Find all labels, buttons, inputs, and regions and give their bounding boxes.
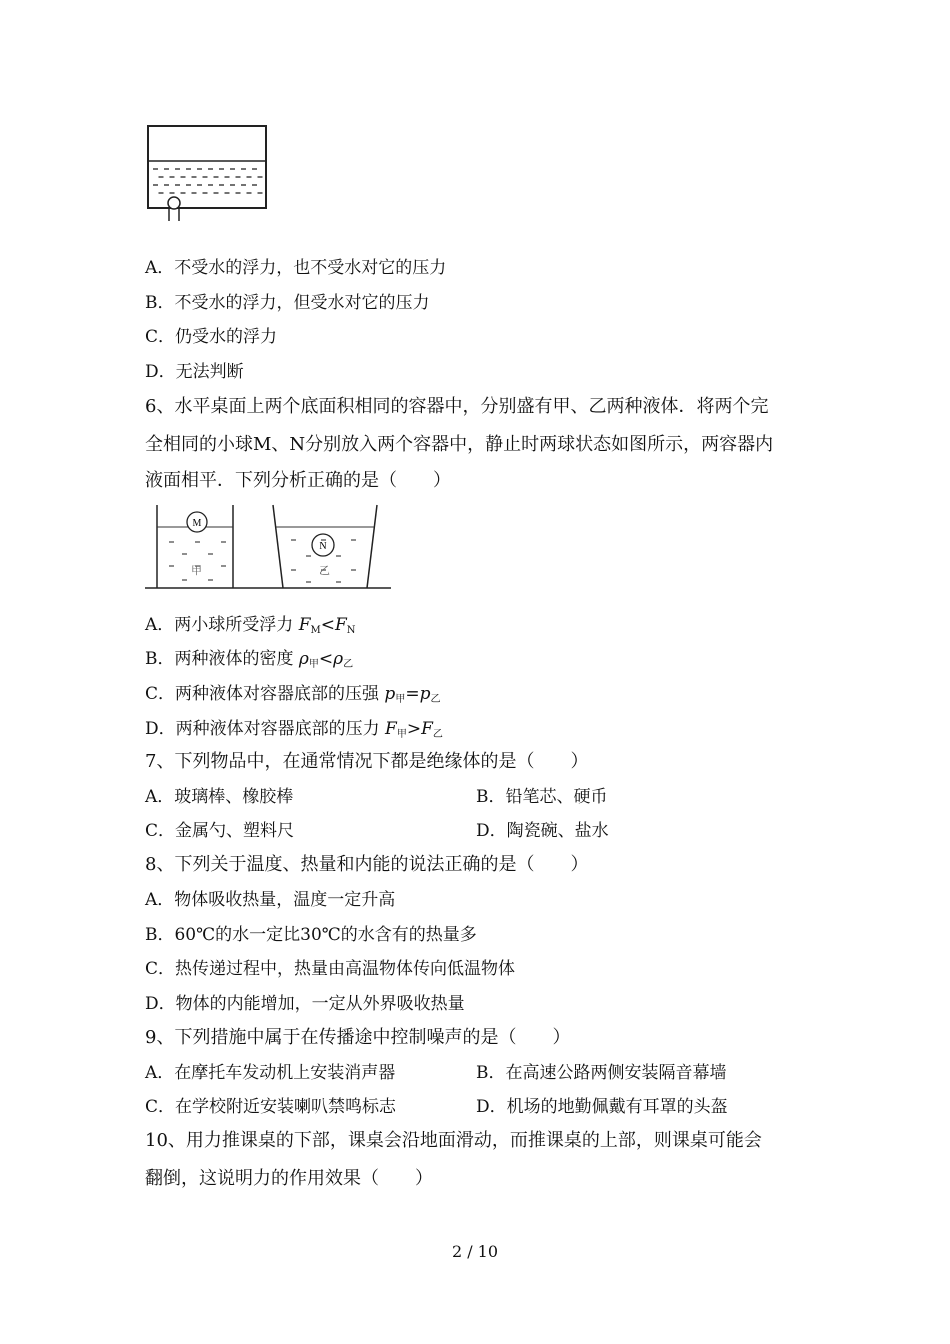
q9-option-a: A．在摩托车发动机上安装消声器 xyxy=(145,1063,396,1083)
q6-c-sym1: p xyxy=(384,684,396,704)
q8-option-a: A．物体吸收热量，温度一定升高 xyxy=(145,890,396,910)
q6-b-text: B．两种液体的密度 xyxy=(145,649,299,669)
q6-a-sym2: F xyxy=(334,615,347,635)
q10-stem-line1: 10、用力推课桌的下部，课桌会沿地面滑动，而推课桌的上部，则课桌可能会 xyxy=(145,1130,762,1151)
q6-c-text: C．两种液体对容器底部的压强 xyxy=(145,684,385,704)
ball-n-label: N xyxy=(319,541,327,552)
q6-stem-line1: 6、水平桌面上两个底面积相同的容器中，分别盛有甲、乙两种液体．将两个完 xyxy=(145,396,769,417)
q6-c-sub2: 乙 xyxy=(430,694,441,705)
q9-option-d: D．机场的地勤佩戴有耳罩的头盔 xyxy=(476,1097,728,1117)
q7-option-c: C．金属勺、塑料尺 xyxy=(145,821,295,841)
q6-b-sym2: ρ xyxy=(333,649,344,669)
q7-option-b: B．铅笔芯、硬币 xyxy=(476,787,608,807)
q7-stem: 7、下列物品中，在通常情况下都是绝缘体的是（ ） xyxy=(145,751,589,772)
q6-a-sym1: F xyxy=(298,615,311,635)
q8-option-d: D．物体的内能增加，一定从外界吸收热量 xyxy=(145,994,465,1014)
q6-stem-line3: 液面相平．下列分析正确的是（ ） xyxy=(145,470,451,491)
q8-option-b: B．60℃的水一定比30℃的水含有的热量多 xyxy=(145,925,477,945)
q6-a-text: A．两小球所受浮力 xyxy=(145,615,299,635)
q6-option-b xyxy=(145,648,353,676)
q6-d-sym1: F xyxy=(385,719,397,739)
q6-b-sub1: 甲 xyxy=(308,659,319,670)
q6-c-sym2: p xyxy=(419,684,431,704)
q6-a-sub2: N xyxy=(346,625,356,636)
q7-option-a: A．玻璃棒、橡胶棒 xyxy=(145,787,294,807)
q6-stem-line2: 全相同的小球M、N分别放入两个容器中，静止时两球状态如图所示，两容器内 xyxy=(145,434,774,455)
q5-option-a: A．不受水的浮力，也不受水对它的压力 xyxy=(145,258,447,278)
q6-c-rel: = xyxy=(405,684,420,704)
q6-option-a xyxy=(145,614,356,642)
q9-stem: 9、下列措施中属于在传播途中控制噪声的是（ ） xyxy=(145,1027,571,1048)
q10-stem-line2: 翻倒，这说明力的作用效果（ ） xyxy=(145,1168,433,1189)
two-containers-figure xyxy=(145,500,395,595)
q8-stem: 8、下列关于温度、热量和内能的说法正确的是（ ） xyxy=(145,854,589,875)
q6-d-sub1: 甲 xyxy=(396,729,407,740)
q6-d-sub2: 乙 xyxy=(432,729,443,740)
q8-option-c: C．热传递过程中，热量由高温物体传向低温物体 xyxy=(145,959,516,979)
q6-c-sub1: 甲 xyxy=(395,694,406,705)
q6-d-text: D．两种液体对容器底部的压力 xyxy=(145,719,386,739)
q6-d-sym2: F xyxy=(421,719,433,739)
q6-b-sub2: 乙 xyxy=(343,659,354,670)
q6-b-rel: < xyxy=(318,649,334,669)
q6-b-sym1: ρ xyxy=(298,649,309,669)
container-figure xyxy=(145,123,275,223)
liquid-jia-label: 甲 xyxy=(191,564,202,577)
liquid-yi-label: 乙 xyxy=(319,564,330,577)
q6-a-sub1: M xyxy=(310,625,321,636)
ball-m-label: M xyxy=(192,518,202,529)
q6-option-c xyxy=(145,683,440,711)
q5-option-c: C．仍受水的浮力 xyxy=(145,327,278,347)
q7-option-d: D．陶瓷碗、盐水 xyxy=(476,821,609,841)
page-number: 2 / 10 xyxy=(451,1242,499,1261)
q6-a-rel: < xyxy=(320,615,335,635)
q5-option-b: B．不受水的浮力，但受水对它的压力 xyxy=(145,293,430,313)
q6-d-rel: > xyxy=(406,719,422,739)
q5-option-d: D．无法判断 xyxy=(145,362,244,382)
q9-option-c: C．在学校附近安装喇叭禁鸣标志 xyxy=(145,1097,397,1117)
q6-option-d xyxy=(145,718,443,746)
q9-option-b: B．在高速公路两侧安装隔音幕墙 xyxy=(476,1063,727,1083)
